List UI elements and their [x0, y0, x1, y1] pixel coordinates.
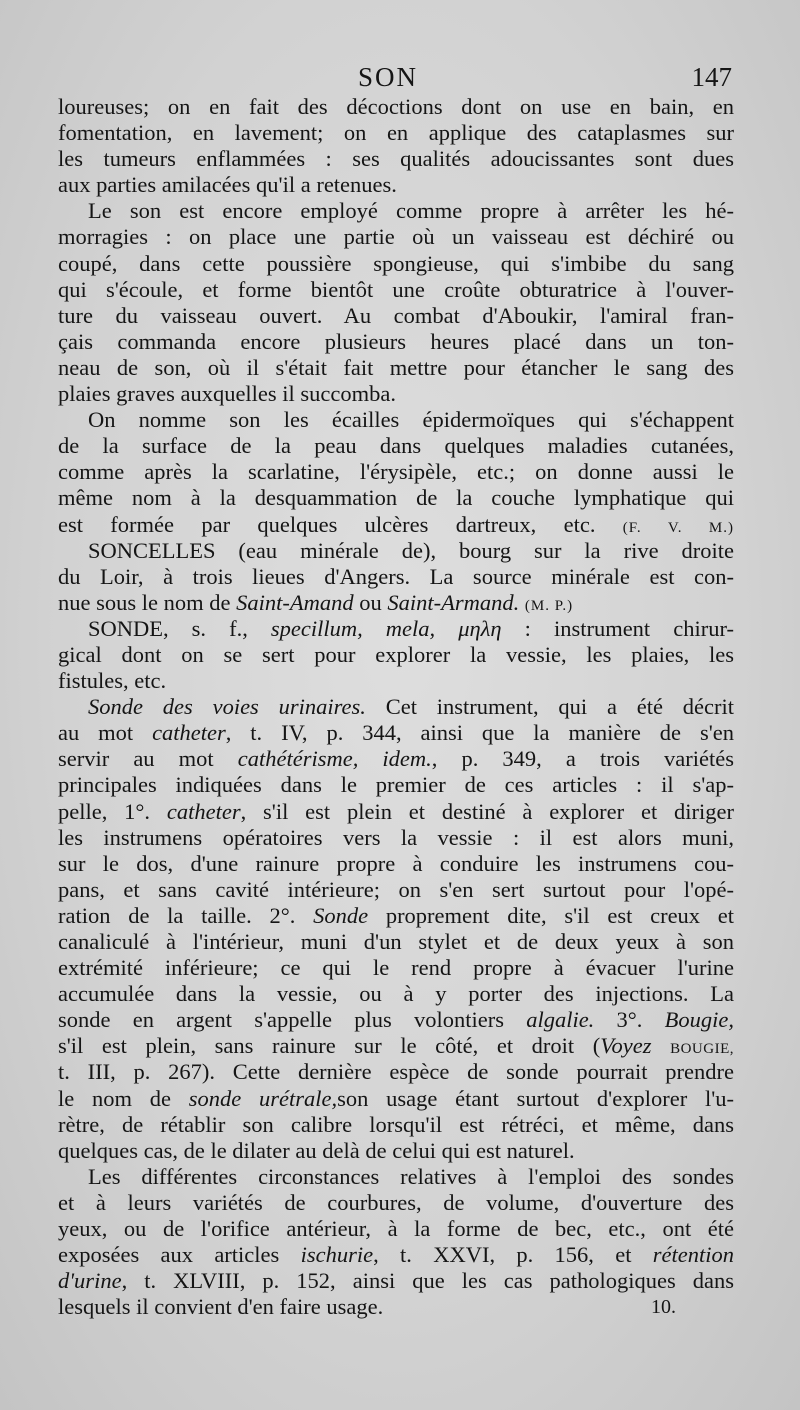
text-line: extrémité inférieure; ce qui le rend propre à évacuer l'urine	[58, 955, 734, 981]
text-line: et à leurs variétés de courbures, de volume, d'ouverture des	[58, 1189, 734, 1215]
text-line: du Loir, à trois lieues d'Angers. La source minérale est con-	[58, 563, 734, 589]
text-line: coupé, dans cette poussière spongieuse, qui s'imbibe du sang	[58, 250, 734, 276]
text-line: loureuses; on en fait des décoctions dont on use en bain, en	[58, 94, 734, 119]
text-line: Les différentes circonstances relatives à l'emploi des sondes	[88, 1163, 734, 1189]
signature-mark: 10.	[651, 1296, 676, 1319]
text-line: même nom à la desquammation de la couche lymphatique qui	[58, 485, 734, 511]
text-line: canaliculé à l'intérieur, muni d'un stylet et de deux yeux à son	[58, 929, 734, 954]
text-line: plaies graves auxquelles il succomba.	[58, 381, 397, 407]
text-line: quelques cas, de le dilater au delà de celui qui est naturel.	[58, 1137, 575, 1163]
text-line: exposées aux articles ischurie, t. XXVI, p. 156, et rétention	[58, 1242, 734, 1268]
text-line: rètre, de rétablir son calibre lorsqu'il est rétréci, et même, dans	[58, 1111, 734, 1137]
text-line: aux parties amilacées qu'il a retenues.	[58, 172, 397, 198]
text-line: sur le dos, d'une rainure propre à conduire les instrumens cou-	[58, 850, 734, 876]
text-line: les tumeurs enflammées : ses qualités adoucissantes sont dues	[58, 146, 734, 172]
text-line: t. III, p. 267). Cette dernière espèce de sonde pourrait prendre	[58, 1059, 734, 1085]
text-line: nue sous le nom de Saint-Amand ou Saint-Armand. (M. P.)	[58, 589, 574, 615]
page-number: 147	[691, 62, 732, 92]
text-line: le nom de sonde urétrale,son usage étant surtout d'explorer l'u-	[58, 1085, 734, 1111]
text-line: d'urine, t. XLVIII, p. 152, ainsi que les cas pathologiques dans	[58, 1268, 734, 1294]
text-line: fistules, etc.	[58, 668, 167, 694]
text-line: qui s'écoule, et forme bientôt une croûte obturatrice à l'ouver-	[58, 276, 734, 302]
text-line: On nomme son les écailles épidermoïques qui s'échappent	[88, 407, 734, 433]
text-line: Le son est encore employé comme propre à arrêter les hé-	[88, 198, 734, 224]
text-line: servir au mot cathétérisme, idem., p. 349, a trois variétés	[58, 746, 734, 772]
text-line: ture du vaisseau ouvert. Au combat d'Aboukir, l'amiral fran-	[58, 302, 734, 328]
running-head: SON	[358, 62, 419, 92]
text-line: neau de son, où il s'était fait mettre pour étancher le sang des	[58, 354, 734, 380]
text-line: fomentation, en lavement; on en applique des cataplasmes sur	[58, 120, 734, 146]
author-signature: (M. P.)	[524, 597, 574, 614]
page-header	[0, 56, 800, 96]
text-line: morragies : on place une partie où un vaisseau est déchiré ou	[58, 224, 734, 250]
text-line: SONCELLES (eau minérale de), bourg sur la rive droite	[88, 537, 734, 563]
body-text	[58, 94, 734, 1320]
text-line: s'il est plein, sans rainure sur le côté, et droit (Voyez BOUGIE,	[58, 1033, 734, 1059]
text-line: accumulée dans la vessie, ou à y porter des injections. La	[58, 981, 734, 1007]
text-line: est formée par quelques ulcères dartreux, etc. (F. V. M.)	[58, 511, 734, 537]
text-line: principales indiquées dans le premier de ces articles : il s'ap-	[58, 772, 734, 798]
text-line: yeux, ou de l'orifice antérieur, à la forme de bec, etc., ont été	[58, 1216, 734, 1242]
author-signature: (F. V. M.)	[622, 519, 734, 536]
text-line: pelle, 1°. catheter, s'il est plein et destiné à explorer et diriger	[58, 798, 734, 824]
text-line: çais commanda encore plusieurs heures placé dans un ton-	[58, 328, 734, 354]
text-line: au mot catheter, t. IV, p. 344, ainsi que la manière de s'en	[58, 720, 734, 746]
text-line: pans, et sans cavité intérieure; on s'en sert surtout pour l'opé-	[58, 876, 734, 902]
text-line: les instrumens opératoires vers la vessie : il est alors muni,	[58, 824, 734, 850]
text-line: ration de la taille. 2°. Sonde proprement dite, s'il est creux et	[58, 902, 734, 928]
text-line: de la surface de la peau dans quelques maladies cutanées,	[58, 433, 734, 459]
text-line: lesquels il convient d'en faire usage. 10.	[58, 1294, 734, 1320]
text-line: comme après la scarlatine, l'érysipèle, etc.; on donne aussi le	[58, 459, 734, 485]
text-line: SONDE, s. f., specillum, mela, μηλη : instrument chirur-	[88, 615, 734, 641]
text-line: Sonde des voies urinaires. Cet instrument, qui a été décrit	[88, 694, 734, 720]
text-line: sonde en argent s'appelle plus volontiers algalie. 3°. Bougie,	[58, 1007, 734, 1033]
text-line: gical dont on se sert pour explorer la vessie, les plaies, les	[58, 641, 734, 667]
